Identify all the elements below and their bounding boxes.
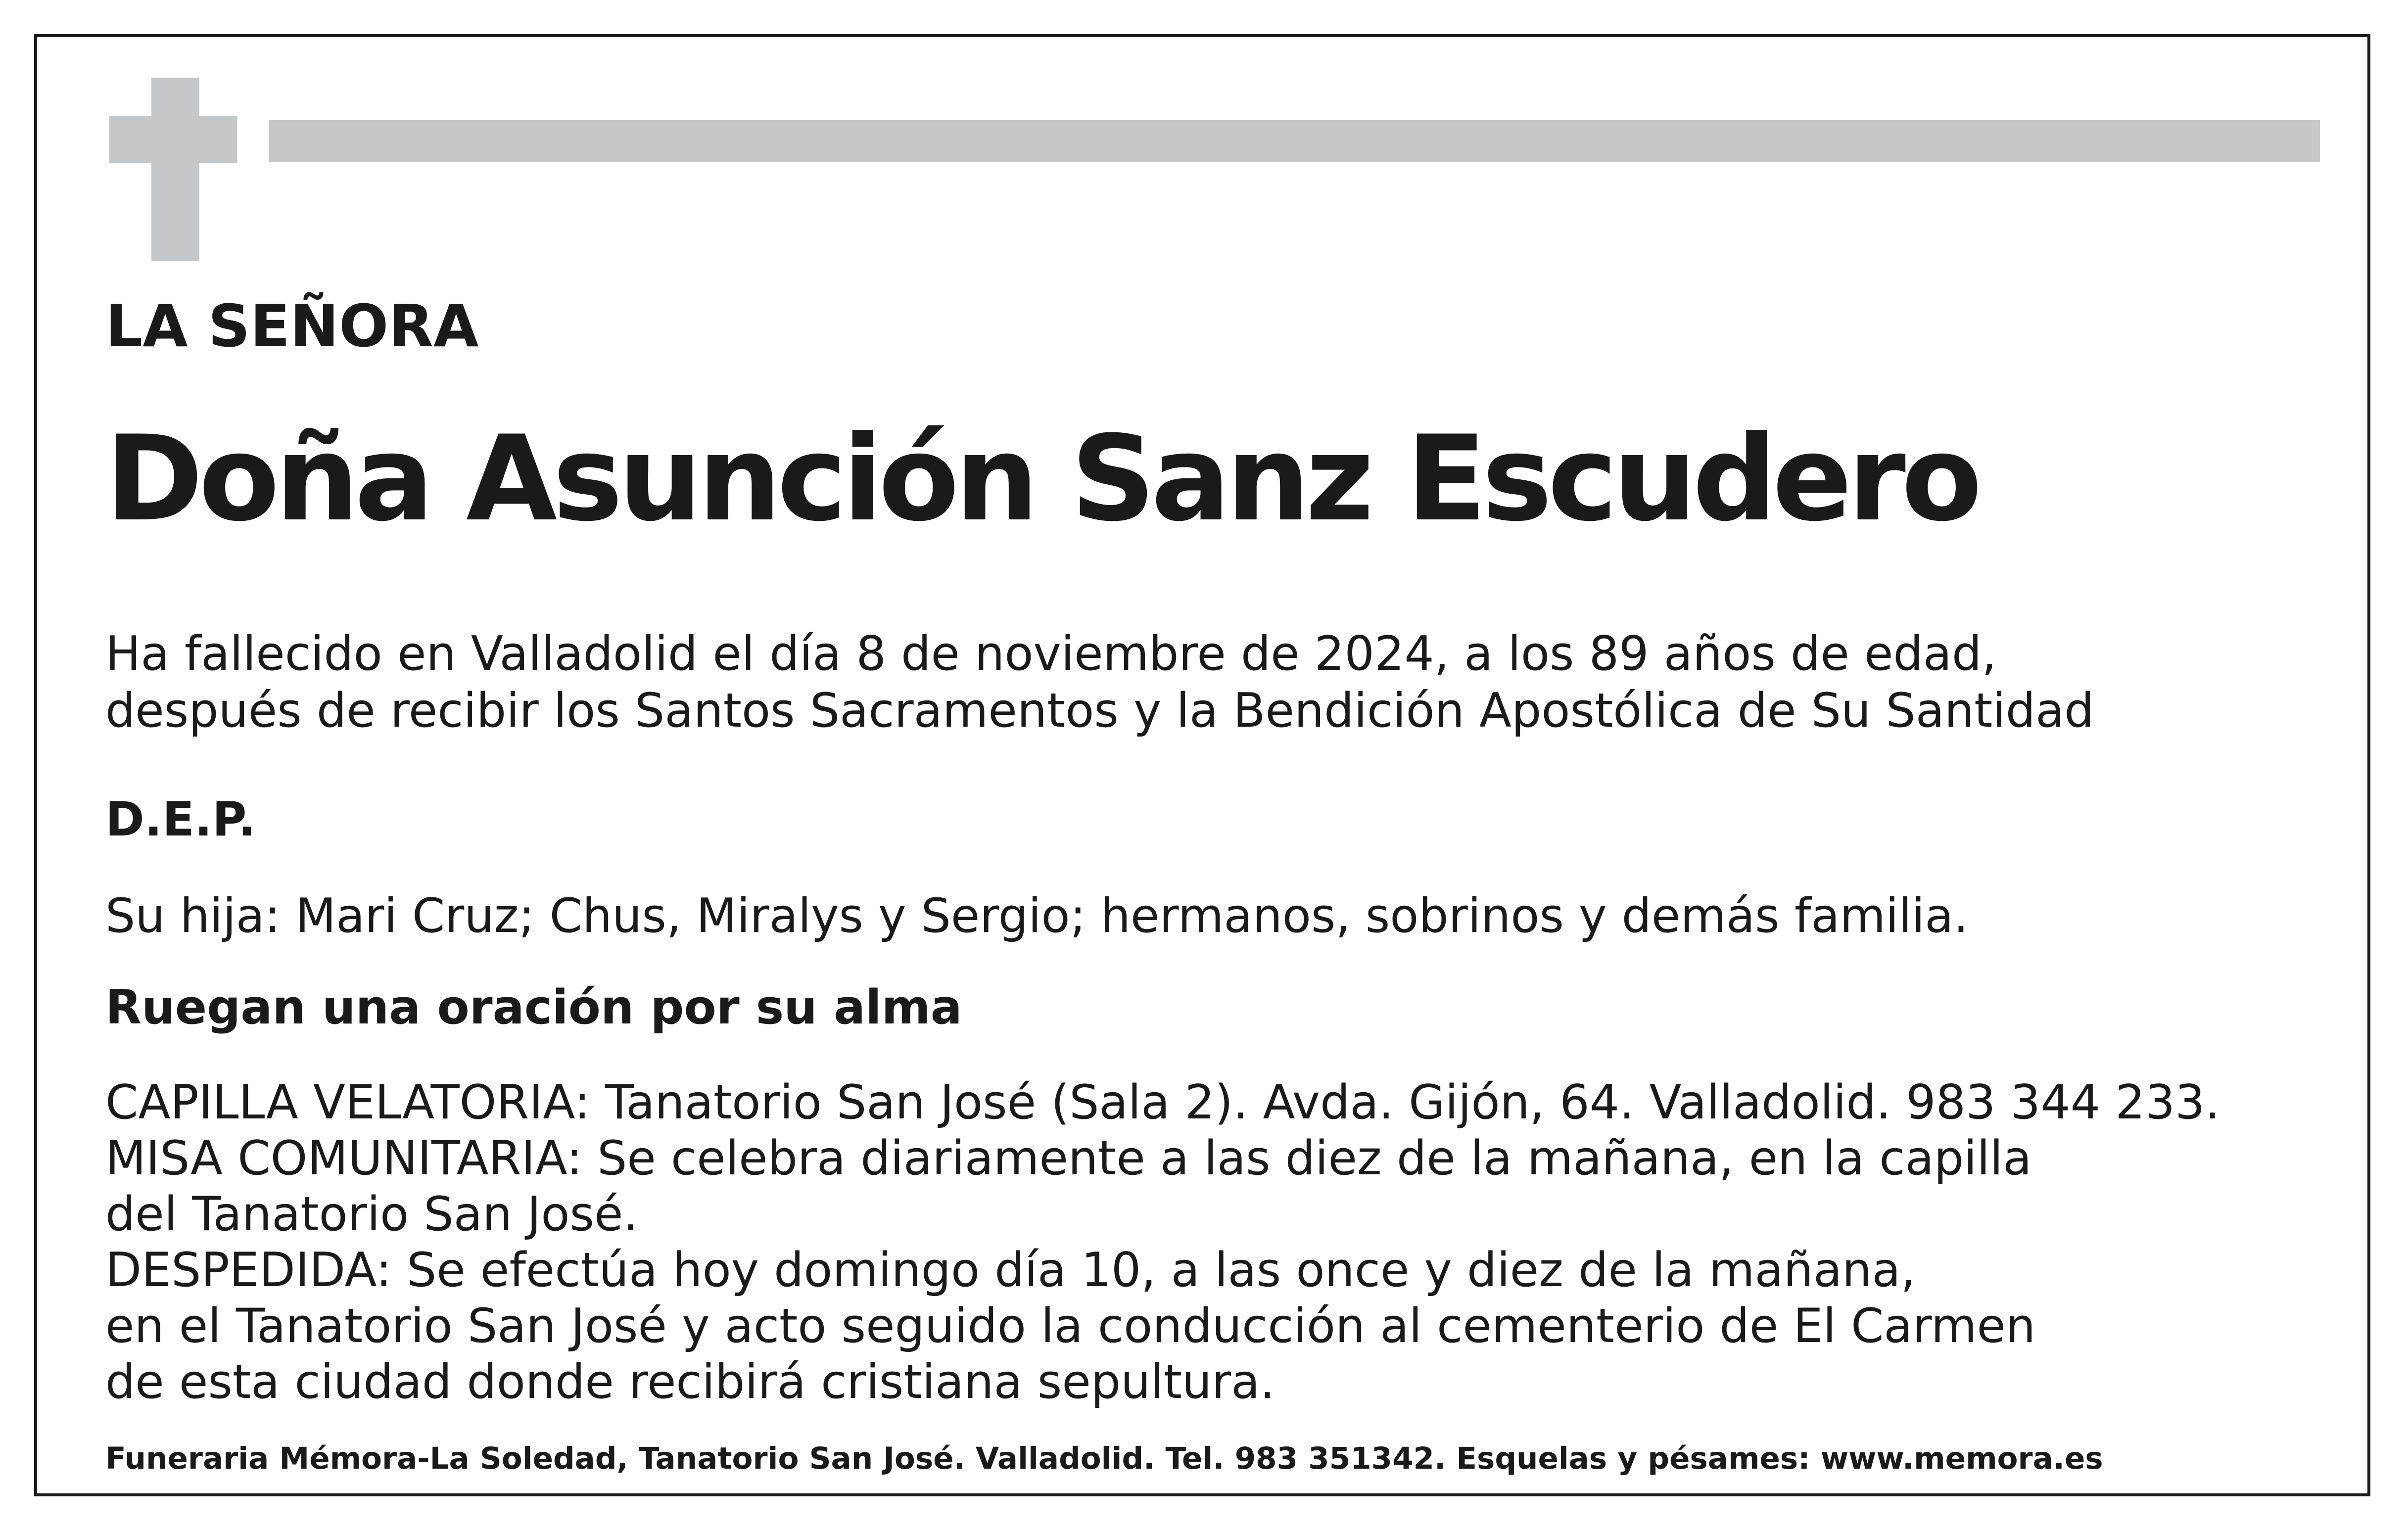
announcement-line: Ha fallecido en Valladolid el día 8 de noviembre de 2024, a los 89 años de edad, [105, 627, 1997, 681]
service-line-burial: de esta ciudad donde recibirá cristiana sepultura. [105, 1355, 1275, 1409]
dep-label: D.E.P. [105, 792, 256, 847]
service-line-mass-cont: del Tanatorio San José. [105, 1187, 638, 1242]
prayer-request: Ruegan una oración por su alma [105, 980, 962, 1035]
cross-icon-horizontal-bar [109, 116, 237, 163]
funeral-home-footer: Funeraria Mémora-La Soledad, Tanatorio San José. Valladolid. Tel. 983 351342. Esquelas y pésames: www.memora.es [105, 1441, 2103, 1476]
service-line-farewell: DESPEDIDA: Se efectúa hoy domingo día 10, a las once y diez de la mañana, [105, 1243, 1916, 1298]
title-prefix: LA SEÑORA [105, 292, 479, 360]
service-line-farewell-cont: en el Tanatorio San José y acto seguido la conducción al cementerio de El Carmen [105, 1299, 2036, 1353]
deceased-name: Doña Asunción Sanz Escudero [105, 411, 1978, 548]
cross-icon-vertical-bar [151, 78, 199, 261]
announcement-line: después de recibir los Santos Sacramentos y la Bendición Apostólica de Su Santidad [105, 684, 2094, 738]
header-rule-bar [269, 120, 2320, 162]
service-line-mass: MISA COMUNITARIA: Se celebra diariamente a las diez de la mañana, en la capilla [105, 1131, 2032, 1186]
family-line: Su hija: Mari Cruz; Chus, Miralys y Sergio; hermanos, sobrinos y demás familia. [105, 889, 1969, 943]
service-line-chapel: CAPILLA VELATORIA: Tanatorio San José (Sala 2). Avda. Gijón, 64. Valladolid. 983 344 233. [105, 1075, 2220, 1130]
